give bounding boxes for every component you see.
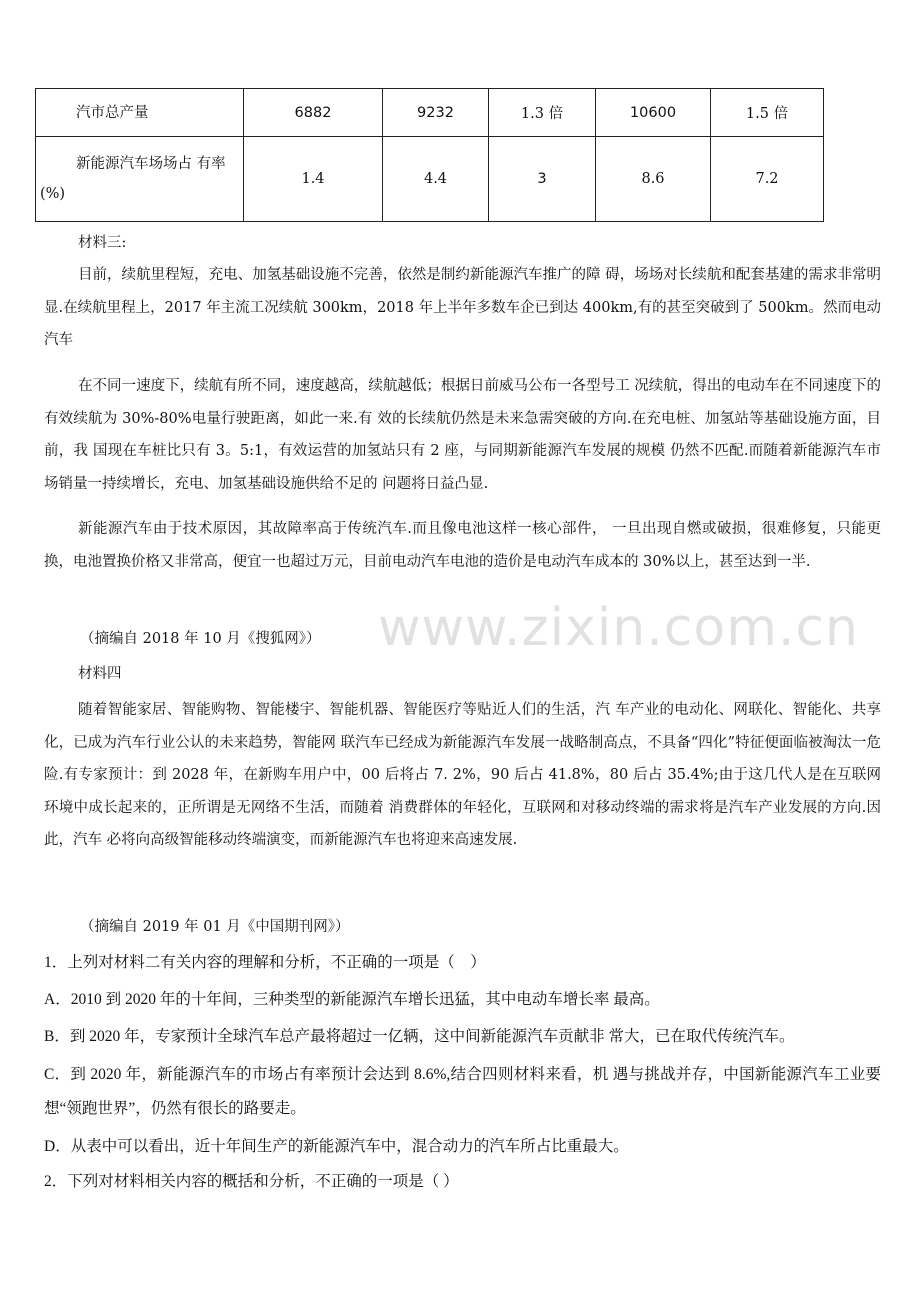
question-1-option-d: D．从表中可以看出，近十年间生产的新能源汽车中，混合动力的汽车所占比重最大。: [44, 1138, 629, 1155]
material3-paragraph-1: 目前，续航里程短，充电、加氢基础设施不完善，依然是制约新能源汽车推广的障 碍，场场对长续航和配套基建的需求非常明显.在续航里程上，2017 年主流工况续航 300km，2018 年上半年多数车企已到达 400km,有的甚至突破到了 500km。然而电动汽车: [44, 267, 881, 348]
table-row: [36, 89, 824, 137]
table-cell: 1.4: [244, 137, 383, 222]
material3-paragraph-3: 新能源汽车由于技术原因，其故障率高于传统汽车.而且像电池这样一核心部件， 一旦出现自燃或破损，很难修复，只能更换，电池置换价格又非常高，便宜一也超过万元，目前电动汽车电池的造价是电动汽车成本的 30%以上，甚至达到一半.: [44, 521, 881, 570]
table-cell: 6882: [244, 89, 383, 137]
question-1-option-c: C．到 2020 年，新能源汽车的市场占有率预计会达到 8.6%,结合四则材料来看，机 遇与挑战并存，中国新能源汽车工业要想“领跑世界”，仍然有很长的路要走。: [44, 1066, 881, 1117]
material3-paragraph-2: 在不同一速度下，续航有所不同，速度越高，续航越低；根据日前威马公布一各型号工 况续航，得出的电动车在不同速度下的有效续航为 30%-80%电量行驶距离，如此一来.有 效的长续航仍然是未来急需突破的方向.在充电桩、加氢站等基础设施方面，目前，我 国现在车桩比只有 3。5:1，有效运营的加氢站只有 2 座，与同期新能源汽车发展的规模 仍然不匹配.而随着新能源汽车市场销量一持续增长，充电、加氢基础设施供给不足的 问题将日益凸显.: [44, 378, 881, 492]
material3-source: （摘编自 2018 年 10 月《搜狐网》）: [80, 631, 321, 647]
question-1-option-b: B．到 2020 年，专家预计全球汽车总产最将超过一亿辆，这中间新能源汽车贡献非 常大，已在取代传统汽车。: [44, 1028, 795, 1045]
material4-paragraph-1: 随着智能家居、智能购物、智能楼宇、智能机器、智能医疗等贴近人们的生活，汽 车产业的电动化、网联化、智能化、共享化，已成为汽车行业公认的未来趋势，智能网 联汽车已经成为新能源汽车发展一战略制高点，不具备“四化”特征便面临被淘汰一危 险.有专家预计：到 2028 年，在新购车用户中，00 后将占 7. 2%，90 后占 41.8%，80 后占 35.4%;由于这几代人是在互联网环境中成长起来的，正所谓是无网络不生活，而随着 消费群体的年轻化，互联网和对移动终端的需求将是汽车产业发展的方向.因此，汽车 必将向高级智能移动终端演变，而新能源汽车也将迎来高速发展.: [44, 702, 881, 848]
question-2: 2．下列对材料相关内容的概括和分析，不正确的一项是（ ）: [44, 1173, 459, 1190]
question-1: 1．上列对材料二有关内容的理解和分析，不正确的一项是（ ）: [44, 954, 486, 971]
row-label: 汽市总产量: [36, 89, 244, 137]
row-label: 新能源汽车场场占 有率 (%): [36, 137, 244, 222]
material4-source: （摘编自 2019 年 01 月《中国期刊网》）: [80, 919, 350, 935]
material4-heading: 材料四: [78, 666, 122, 682]
table-cell: 8.6: [596, 137, 711, 222]
table-cell: 4.4: [383, 137, 489, 222]
question-1-option-a: A．2010 到 2020 年的十年间，三种类型的新能源汽车增长迅猛，其中电动车增长率 最高。: [44, 991, 660, 1008]
table-cell: 10600: [596, 89, 711, 137]
table-cell: 7.2: [711, 137, 824, 222]
table-row: [36, 137, 824, 222]
table-cell: 1.5 倍: [711, 89, 824, 137]
data-table: [35, 88, 824, 222]
table-cell: 9232: [383, 89, 489, 137]
table-cell: 3: [489, 137, 596, 222]
material3-heading: 材料三:: [78, 235, 127, 251]
watermark: www.zixin.com.cn: [378, 598, 859, 658]
table-cell: 1.3 倍: [489, 89, 596, 137]
